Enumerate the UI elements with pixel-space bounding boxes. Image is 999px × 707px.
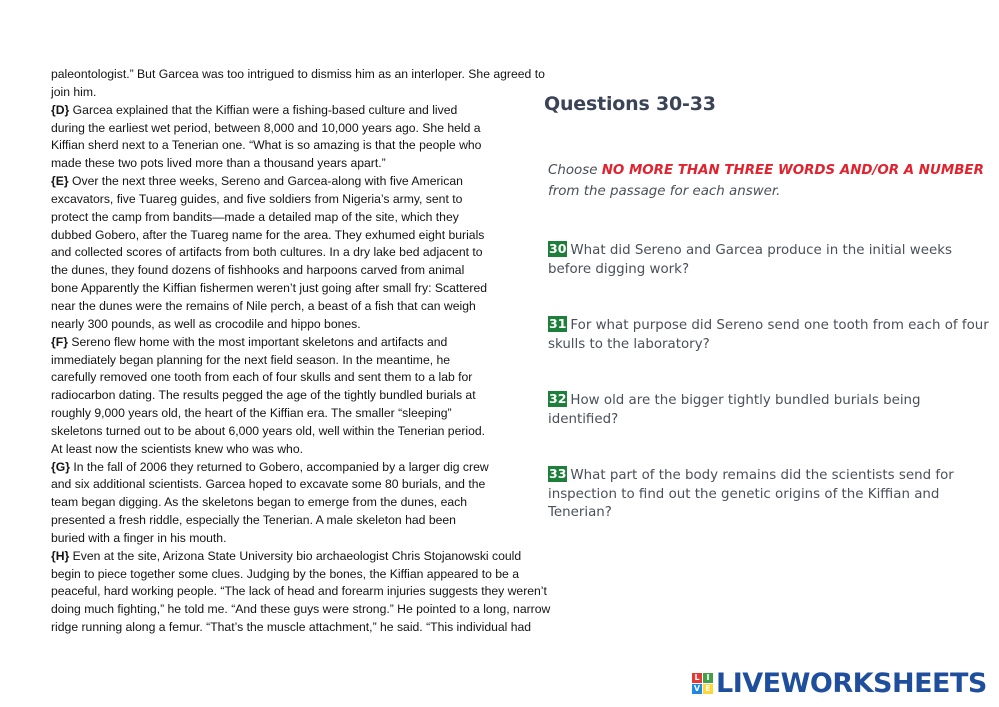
passage-text: made these two pots lived more than a thousand years apart.” [51, 156, 386, 171]
passage-text: presented a fresh riddle, especially the Tenerian. A male skeleton had been [51, 513, 456, 528]
paragraph-label: {H} [51, 548, 70, 563]
passage-text: near the dunes were the remains of Nile perch, a beast of a fish that can weigh [51, 298, 476, 313]
passage-text: Even at the site, Arizona State University bio archaeologist Chris Stojanowski could [69, 548, 522, 563]
logo-mark-letter: I [703, 673, 713, 683]
logo-mark-letter: E [703, 684, 713, 694]
passage-line [51, 512, 591, 530]
question-text: inspection to find out the genetic origins of the Kiffian and [548, 486, 940, 502]
passage-text: protect the camp from bandits—made a detailed map of the site, which they [51, 209, 459, 224]
passage-line [51, 66, 591, 84]
passage-line [51, 334, 591, 352]
passage-line [51, 423, 591, 441]
question-number-badge: 30 [549, 241, 567, 256]
instructions [548, 160, 998, 202]
passage-text: doing much fighting,” he told me. “And these guys were strong.” He pointed to a long, narrow [51, 602, 551, 617]
passage-text: excavators, five Tuareg guides, and five soldiers from Nigeria’s army, sent to [51, 191, 463, 206]
passage-text: and six additional scientists. Garcea hoped to excavate some 80 burials, and the [51, 477, 486, 492]
passage-line [51, 120, 591, 138]
passage-line [51, 298, 591, 316]
passage-text: immediately began planning for the next field season. In the meantime, he [51, 352, 451, 367]
passage-text: begin to piece together some clues. Judging by the bones, the Kiffian appeared to be a [51, 566, 519, 581]
passage-text: dubbed Gobero, after the Tuareg name for the area. They exhumed eight burials [51, 227, 485, 242]
passage-text: during the earliest wet period, between 8,000 and 10,000 years ago. She held a [51, 120, 481, 135]
instruction-emphasis: NO MORE THAN THREE WORDS AND/OR A NUMBER [601, 163, 984, 178]
passage-line [51, 566, 591, 584]
passage-line [51, 262, 591, 280]
question-text: What part of the body remains did the scientists send for [570, 468, 954, 483]
question-text: What did Sereno and Garcea produce in the initial weeks [570, 243, 952, 258]
instruction-line-2: from the passage for each answer. [548, 184, 781, 199]
passage-line [51, 369, 591, 387]
passage-text: peaceful, hard working people. “The lack of head and forearm injuries suggests they weren’t [51, 584, 547, 599]
passage-line [51, 280, 591, 298]
passage-line [51, 191, 591, 209]
passage-line [51, 494, 591, 512]
passage-line [51, 387, 591, 405]
passage-line [51, 244, 591, 262]
question-33 [548, 466, 998, 523]
liveworksheets-logo [692, 666, 987, 700]
reading-passage [51, 66, 591, 637]
passage-line [51, 102, 591, 120]
question-31 [548, 316, 998, 354]
passage-text: ridge running along a femur. “That’s the muscle attachment,” he said. “This individual had [51, 620, 532, 635]
passage-text: radiocarbon dating. The results pegged the age of the tightly bundled burials at [51, 388, 476, 403]
paragraph-label: {G} [51, 459, 70, 474]
question-32 [548, 391, 998, 429]
passage-line [51, 316, 591, 334]
passage-text: carefully removed one tooth from each of four skulls and sent them to a lab for [51, 370, 473, 385]
passage-text: bone Apparently the Kiffian fishermen weren’t just going after small fry: Scattered [51, 281, 488, 296]
passage-line [51, 441, 591, 459]
passage-line [51, 405, 591, 423]
question-text: How old are the bigger tightly bundled burials being [570, 393, 921, 408]
passage-line [51, 84, 591, 102]
question-text: skulls to the laboratory? [548, 336, 710, 352]
passage-text: nearly 300 pounds, as well as crocodile and hippo bones. [51, 316, 361, 331]
passage-text: team began digging. As the skeletons began to emerge from the dunes, each [51, 495, 468, 510]
passage-line [51, 459, 591, 477]
passage-text: roughly 9,000 years old, the heart of the Kiffian era. The smaller “sleeping” [51, 406, 452, 421]
logo-text: LIVEWORKSHEETS [716, 667, 987, 699]
passage-line [51, 601, 591, 619]
logo-mark-letter: L [692, 673, 702, 683]
passage-text: Garcea explained that the Kiffian were a fishing-based culture and lived [69, 102, 458, 117]
question-number-badge: 31 [549, 316, 567, 331]
logo-mark-letter: V [693, 684, 701, 693]
question-30 [548, 241, 998, 279]
question-text: before digging work? [548, 261, 690, 277]
question-number-badge: 32 [549, 391, 567, 406]
passage-text: skeletons turned out to be about 6,000 years old, well within the Tenerian period. [51, 423, 486, 438]
passage-line [51, 137, 591, 155]
passage-line [51, 173, 591, 191]
questions-title: Questions 30-33 [544, 93, 716, 115]
passage-line [51, 619, 591, 637]
paragraph-label: {D} [51, 102, 70, 117]
passage-line [51, 548, 591, 566]
question-text: Tenerian? [548, 505, 612, 520]
passage-line [51, 530, 591, 548]
passage-text: and collected scores of artifacts from both cultures. In a dry lake bed adjacent to [51, 245, 483, 260]
logo-mark-icon [692, 673, 713, 694]
passage-text: At least now the scientists knew who was who. [51, 441, 303, 456]
passage-text: the dunes, they found dozens of fishhooks and harpoons carved from animal [51, 263, 465, 278]
passage-line [51, 209, 591, 227]
passage-text: paleontologist.” But Garcea was too intrigued to dismiss him as an interloper. She agreed to [51, 67, 545, 81]
passage-line [51, 476, 591, 494]
passage-text: buried with a finger in his mouth. [51, 530, 227, 545]
passage-line [51, 155, 591, 173]
passage-text: Over the next three weeks, Sereno and Garcea-along with five American [68, 174, 463, 189]
passage-text: Sereno flew home with the most important skeletons and artifacts and [67, 334, 448, 349]
passage-text: join him. [51, 84, 97, 99]
passage-line [51, 352, 591, 370]
passage-text: Kiffian sherd next to a Tenerian one. “What is so amazing is that the people who [51, 138, 482, 153]
passage-line [51, 583, 591, 601]
instruction-prefix: Choose [548, 163, 602, 178]
question-number-badge: 33 [549, 466, 567, 481]
passage-line [51, 227, 591, 245]
paragraph-label: {E} [51, 174, 69, 189]
passage-text: In the fall of 2006 they returned to Gobero, accompanied by a larger dig crew [69, 459, 489, 474]
question-text: For what purpose did Sereno send one tooth from each of four [570, 318, 989, 333]
question-text: identified? [548, 411, 619, 427]
paragraph-label: {F} [51, 334, 68, 349]
